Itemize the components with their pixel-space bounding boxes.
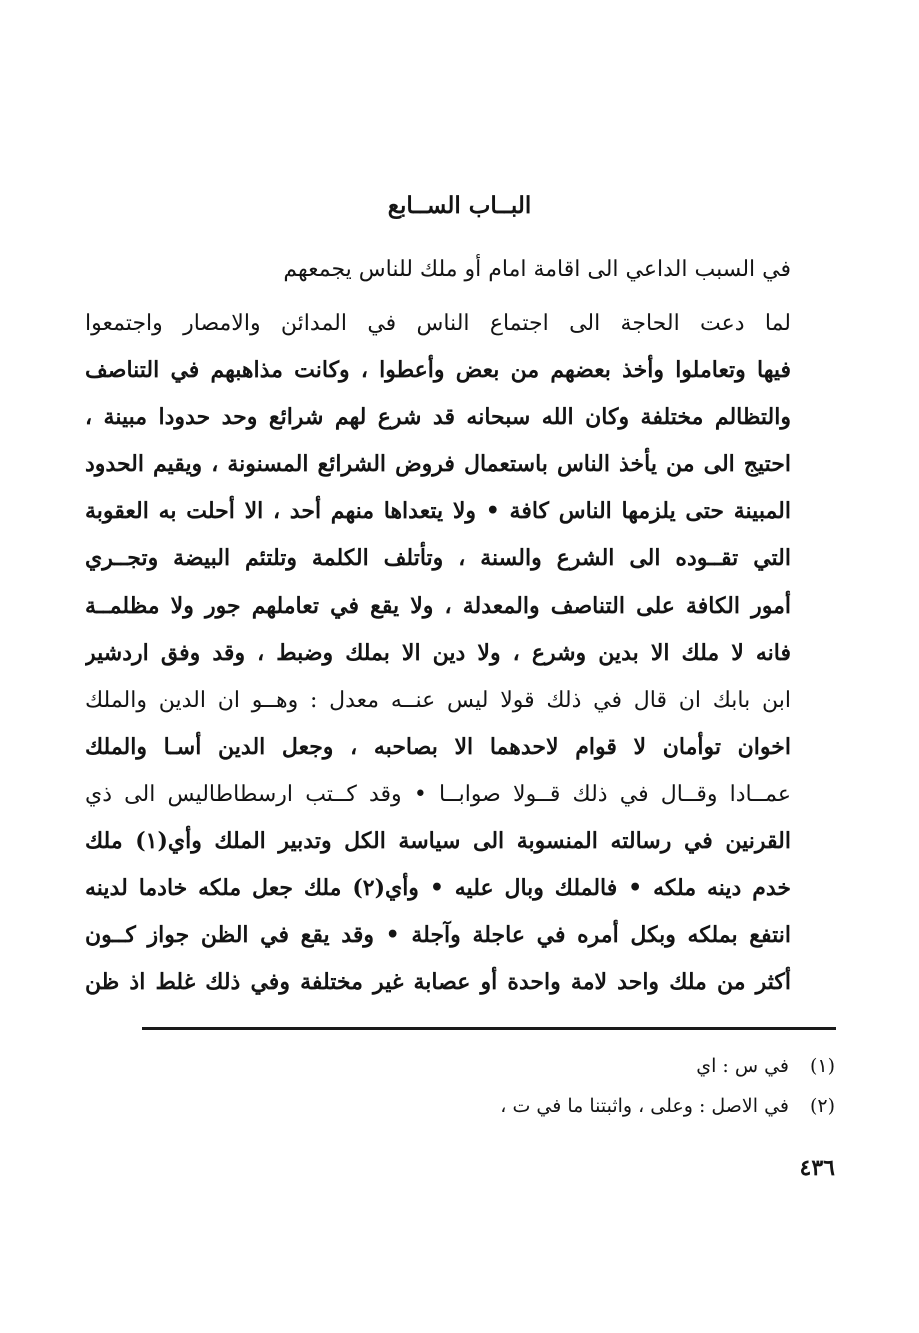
chapter-subtitle: في السبب الداعي الى اقامة امام أو ملك للناس يجمعهم	[283, 257, 791, 282]
text-line: خدم دينه ملكه • فالملك وبال عليه • وأي(٢) ملك جعل ملكه خادما لدينه	[85, 875, 791, 902]
text-line: لما دعت الحاجة الى اجتماع الناس في المدائن والامصار واجتمعوا	[85, 311, 791, 336]
text-line: والتظالم مختلفة وكان الله سبحانه قد شرع لهم شرائع وحد حدودا مبينة ،	[85, 404, 791, 431]
footnote-text: في الاصل : وعلى ، واثبتنا ما في ت ،	[500, 1095, 789, 1117]
page-number: ٤٣٦	[799, 1155, 835, 1181]
text-line: انتفع بملكه وبكل أمره في عاجلة وآجلة • وقد يقع في الظن جواز كــون	[85, 922, 791, 949]
text-line: اخوان توأمان لا قوام لاحدهما الا بصاحبه ، وجعل الدين أسـا والملك	[85, 733, 791, 760]
text-line: القرنين في رسالته المنسوبة الى سياسة الكل وتدبير الملك وأي(١) ملك	[85, 828, 791, 855]
footnote-number: (١)	[809, 1055, 835, 1077]
footnote-number: (٢)	[809, 1095, 835, 1117]
text-line: أمور الكافة على التناصف والمعدلة ، ولا يقع في تعاملهم جور ولا مظلمــة	[85, 592, 791, 619]
text-line: المبينة حتى يلزمها الناس كافة • ولا يتعداها منهم أحد ، الا أحلت به العقوبة	[85, 498, 791, 525]
chapter-title: البــاب الســابع	[387, 192, 532, 219]
text-line: فانه لا ملك الا بدين وشرع ، ولا دين الا بملك وضبط ، وقد وفق اردشير	[85, 639, 791, 666]
text-line: عمــادا وقــال في ذلك قــولا صوابــا • وقد كــتب ارسطاطاليس الى ذي	[85, 781, 791, 807]
text-line: احتيج الى من يأخذ الناس باستعمال فروض الشرائع المسنونة ، ويقيم الحدود	[85, 451, 791, 478]
text-line: أكثر من ملك واحد لامة واحدة أو عصابة غير مختلفة وفي ذلك غلط اذ ظن	[85, 969, 791, 996]
footnote	[135, 1046, 835, 1086]
footnotes	[135, 1046, 835, 1126]
footnote	[135, 1086, 835, 1126]
text-line: ابن بابك ان قال في ذلك قولا ليس عنــه معدل : وهــو ان الدين والملك	[85, 687, 791, 713]
footnote-divider	[142, 1027, 836, 1030]
footnote-text: في س : اي	[696, 1055, 789, 1077]
body-text	[85, 300, 791, 1006]
text-line: التي تقــوده الى الشرع والسنة ، وتأتلف الكلمة وتلتئم البيضة وتجــري	[85, 545, 791, 572]
text-line: فيها وتعاملوا وأخذ بعضهم من بعض وأعطوا ، وكانت مذاهبهم في التناصف	[85, 357, 791, 384]
